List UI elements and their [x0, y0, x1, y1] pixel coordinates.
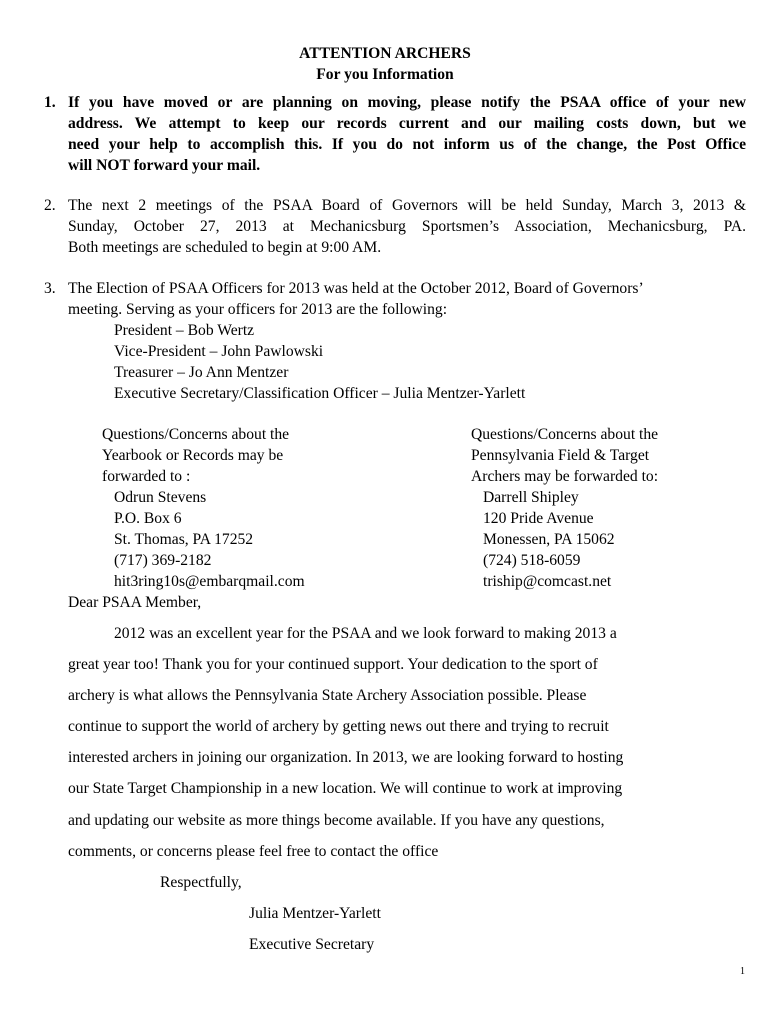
- letter-line: continue to support the world of archery by getting news out there and trying to recruit: [68, 718, 609, 735]
- item1-line: need your help to accomplish this. If you do not inform us of the change, the Post Office: [68, 136, 746, 153]
- letter-signer-title: Executive Secretary: [249, 936, 375, 953]
- left-contact-address2: St. Thomas, PA 17252: [114, 531, 254, 548]
- left-contact-intro: Questions/Concerns about the: [102, 426, 290, 443]
- letter-closing: Respectfully,: [160, 874, 242, 891]
- right-contact-address1: 120 Pride Avenue: [483, 510, 594, 527]
- letter-line: comments, or concerns please feel free to contact the office: [68, 843, 439, 860]
- officer-treasurer: Treasurer – Jo Ann Mentzer: [114, 364, 289, 381]
- right-contact-email: triship@comcast.net: [483, 573, 612, 590]
- left-contact-phone: (717) 369-2182: [114, 552, 212, 569]
- page-title: ATTENTION ARCHERS: [299, 45, 471, 62]
- right-contact-address2: Monessen, PA 15062: [483, 531, 615, 548]
- item2-line: Sunday, October 27, 2013 at Mechanicsburg Sportsmen’s Association, Mechanicsburg, PA.: [68, 218, 746, 235]
- letter-line: great year too! Thank you for your continued support. Your dedication to the sport of: [68, 656, 598, 673]
- letter-line: interested archers in joining our organization. In 2013, we are looking forward to hosting: [68, 749, 624, 766]
- letter-line: archery is what allows the Pennsylvania State Archery Association possible. Please: [68, 687, 587, 704]
- item3-line: meeting. Serving as your officers for 2013 are the following:: [68, 301, 448, 318]
- letter-signer: Julia Mentzer-Yarlett: [249, 905, 381, 922]
- right-contact-intro: Pennsylvania Field & Target: [471, 447, 650, 464]
- officer-executive-secretary: Executive Secretary/Classification Officer – Julia Mentzer-Yarlett: [114, 385, 526, 402]
- letter-line: and updating our website as more things become available. If you have any questions,: [68, 812, 605, 829]
- right-contact-intro: Archers may be forwarded to:: [471, 468, 659, 485]
- item1-line: If you have moved or are planning on moving, please notify the PSAA office of your new: [68, 94, 746, 111]
- item1-line: address. We attempt to keep our records current and our mailing costs down, but we: [68, 115, 746, 132]
- left-contact-intro: Yearbook or Records may be: [102, 447, 284, 464]
- item3-number: 3.: [44, 280, 56, 297]
- letter-salutation: Dear PSAA Member,: [68, 594, 202, 611]
- item2-line: The next 2 meetings of the PSAA Board of Governors will be held Sunday, March 3, 2013 &: [68, 197, 746, 214]
- left-contact-address1: P.O. Box 6: [114, 510, 182, 527]
- page-number: 1: [740, 966, 745, 977]
- item3-line: The Election of PSAA Officers for 2013 was held at the October 2012, Board of Governors’: [68, 280, 644, 297]
- right-contact-name: Darrell Shipley: [483, 489, 579, 506]
- left-contact-intro: forwarded to :: [102, 468, 191, 485]
- right-contact-intro: Questions/Concerns about the: [471, 426, 659, 443]
- officer-president: President – Bob Wertz: [114, 322, 255, 339]
- left-contact-email: hit3ring10s@embarqmail.com: [114, 573, 305, 590]
- item1-number: 1.: [44, 94, 56, 111]
- item1-line: will NOT forward your mail.: [68, 157, 261, 174]
- officer-vice-president: Vice-President – John Pawlowski: [114, 343, 324, 360]
- page-subtitle: For you Information: [316, 66, 454, 83]
- left-contact-name: Odrun Stevens: [114, 489, 207, 506]
- item2-number: 2.: [44, 197, 56, 214]
- item2-line: Both meetings are scheduled to begin at 9:00 AM.: [68, 239, 382, 256]
- right-contact-phone: (724) 518-6059: [483, 552, 581, 569]
- letter-line: our State Target Championship in a new location. We will continue to work at improving: [68, 780, 623, 797]
- letter-line: 2012 was an excellent year for the PSAA and we look forward to making 2013 a: [114, 625, 617, 642]
